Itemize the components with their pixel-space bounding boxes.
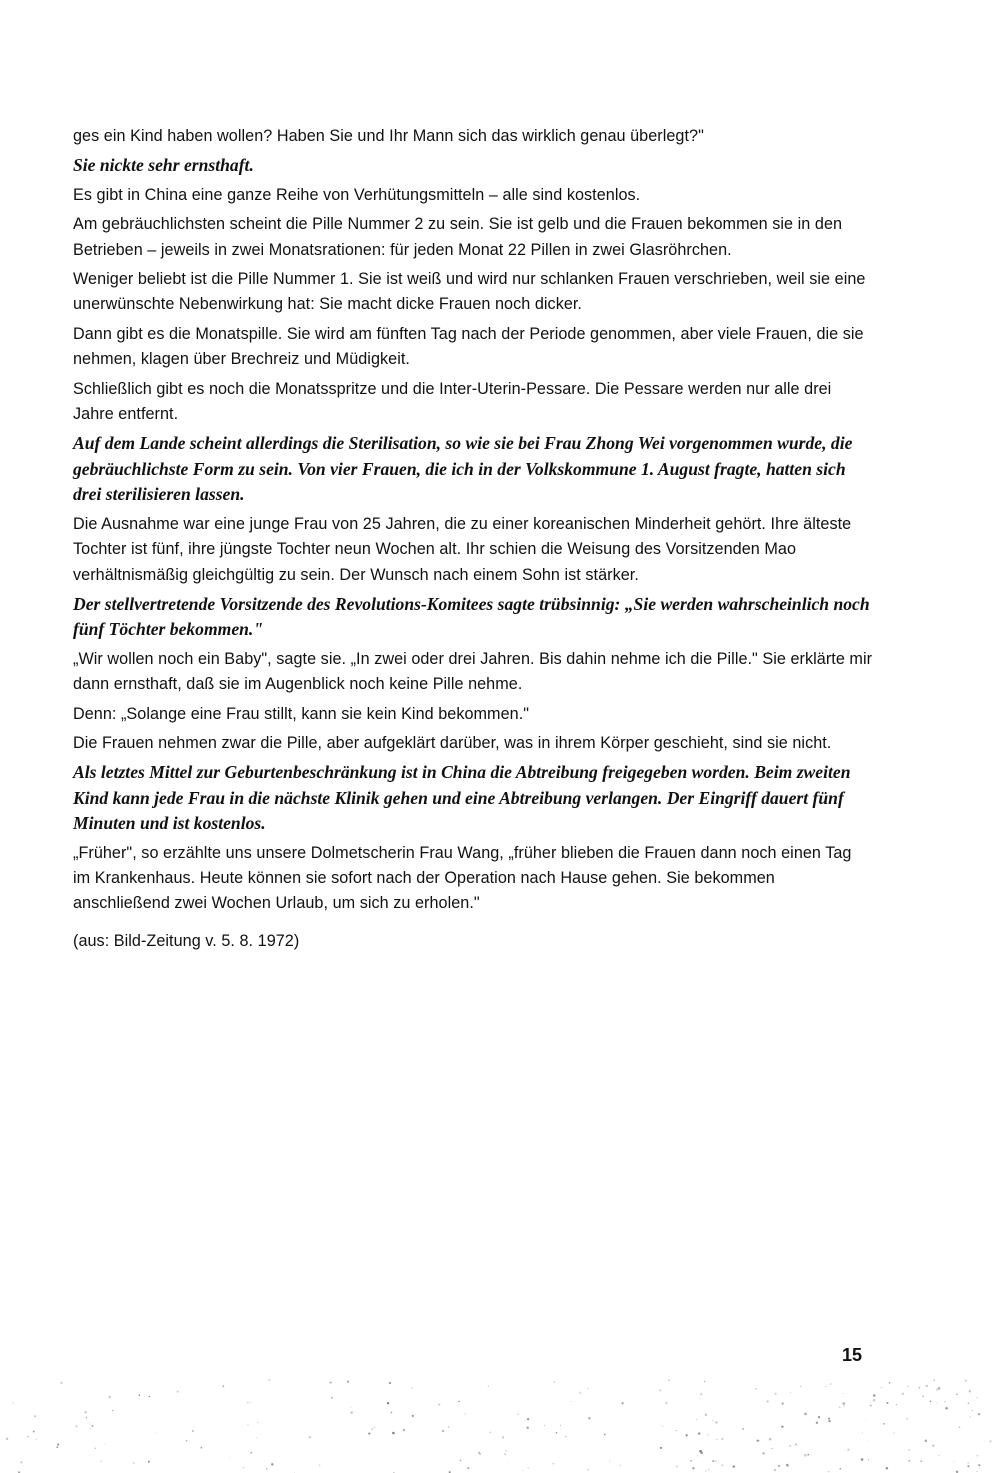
article-body [73, 124, 873, 958]
emphasized-paragraph: Sie nickte sehr ernsthaft. [73, 155, 254, 176]
paragraph: Schließlich gibt es noch die Monatsspritze und die Inter-Uterin-Pessare. Die Pessare werden nur alle drei Jahre entfernt. [73, 379, 832, 424]
paragraph: Die Frauen nehmen zwar die Pille, aber aufgeklärt darüber, was in ihrem Körper geschieht, sind sie nicht. [73, 733, 832, 752]
source-citation: (aus: Bild-Zeitung v. 5. 8. 1972) [73, 931, 300, 950]
emphasized-paragraph: Der stellvertretende Vorsitzende des Revolutions-Komitees sagte trübsinnig: „Sie werden wahrscheinlich noch fünf Töchter bekommen." [73, 593, 870, 640]
paragraph: „Früher", so erzählte uns unsere Dolmetscherin Frau Wang, „früher blieben die Frauen dann noch einen Tag im Krankenhaus. Heute können sie sofort nach der Operation nach Hause gehen. Sie bekommen anschließend zwei Wochen Urlaub, um sich zu erholen." [73, 843, 852, 913]
paragraph: „Wir wollen noch ein Baby", sagte sie. „In zwei oder drei Jahren. Bis dahin nehme ich die Pille." Sie erklärte mir dann ernsthaft, daß sie im Augenblick noch keine Pille nehme. [73, 649, 873, 694]
paragraph: Dann gibt es die Monatspille. Sie wird am fünften Tag nach der Periode genommen, aber viele Frauen, die sie nehmen, klagen über Brechreiz und Müdigkeit. [73, 324, 864, 369]
page-number: 15 [842, 1345, 863, 1365]
scan-speckle-decoration [0, 1320, 1000, 1473]
paragraph: ges ein Kind haben wollen? Haben Sie und Ihr Mann sich das wirklich genau überlegt?" [73, 127, 704, 145]
paragraph: Denn: „Solange eine Frau stillt, kann sie kein Kind bekommen." [73, 704, 530, 723]
paragraph: Am gebräuchlichsten scheint die Pille Nummer 2 zu sein. Sie ist gelb und die Frauen bekommen sie in den Betrieben – jeweils in zwei Monatsrationen: für jeden Monat 22 Pillen in zwei Glasröhrchen. [73, 215, 843, 259]
paragraph: Weniger beliebt ist die Pille Nummer 1. Sie ist weiß und wird nur schlanken Frauen verschrieben, weil sie eine unerwünschte Nebenwirkung hat: Sie macht dicke Frauen noch dicker. [73, 270, 866, 314]
paragraph: Es gibt in China eine ganze Reihe von Verhütungsmitteln – alle sind kostenlos. [73, 185, 641, 204]
paragraph: Die Ausnahme war eine junge Frau von 25 Jahren, die zu einer koreanischen Minderheit gehört. Ihre älteste Tochter ist fünf, ihre jüngste Tochter neun Wochen alt. Ihr schien die Weisung des Vorsitzenden Mao verhältnismäßig gleichgültig zu sein. Der Wunsch nach einem Sohn ist stärker. [73, 514, 852, 584]
emphasized-paragraph: Auf dem Lande scheint allerdings die Sterilisation, so wie sie bei Frau Zhong Wei vorgenommen wurde, die gebräuchlichste Form zu sein. Von vier Frauen, die ich in der Volkskommune 1. August fragte, hatten sich drei sterilisieren lassen. [73, 433, 853, 505]
emphasized-paragraph: Als letztes Mittel zur Geburtenbeschränkung ist in China die Abtreibung freigegeben worden. Beim zweiten Kind kann jede Frau in die nächste Klinik gehen und eine Abtreibung verlangen. Der Eingriff dauert fünf Minuten und ist kostenlos. [73, 762, 851, 834]
